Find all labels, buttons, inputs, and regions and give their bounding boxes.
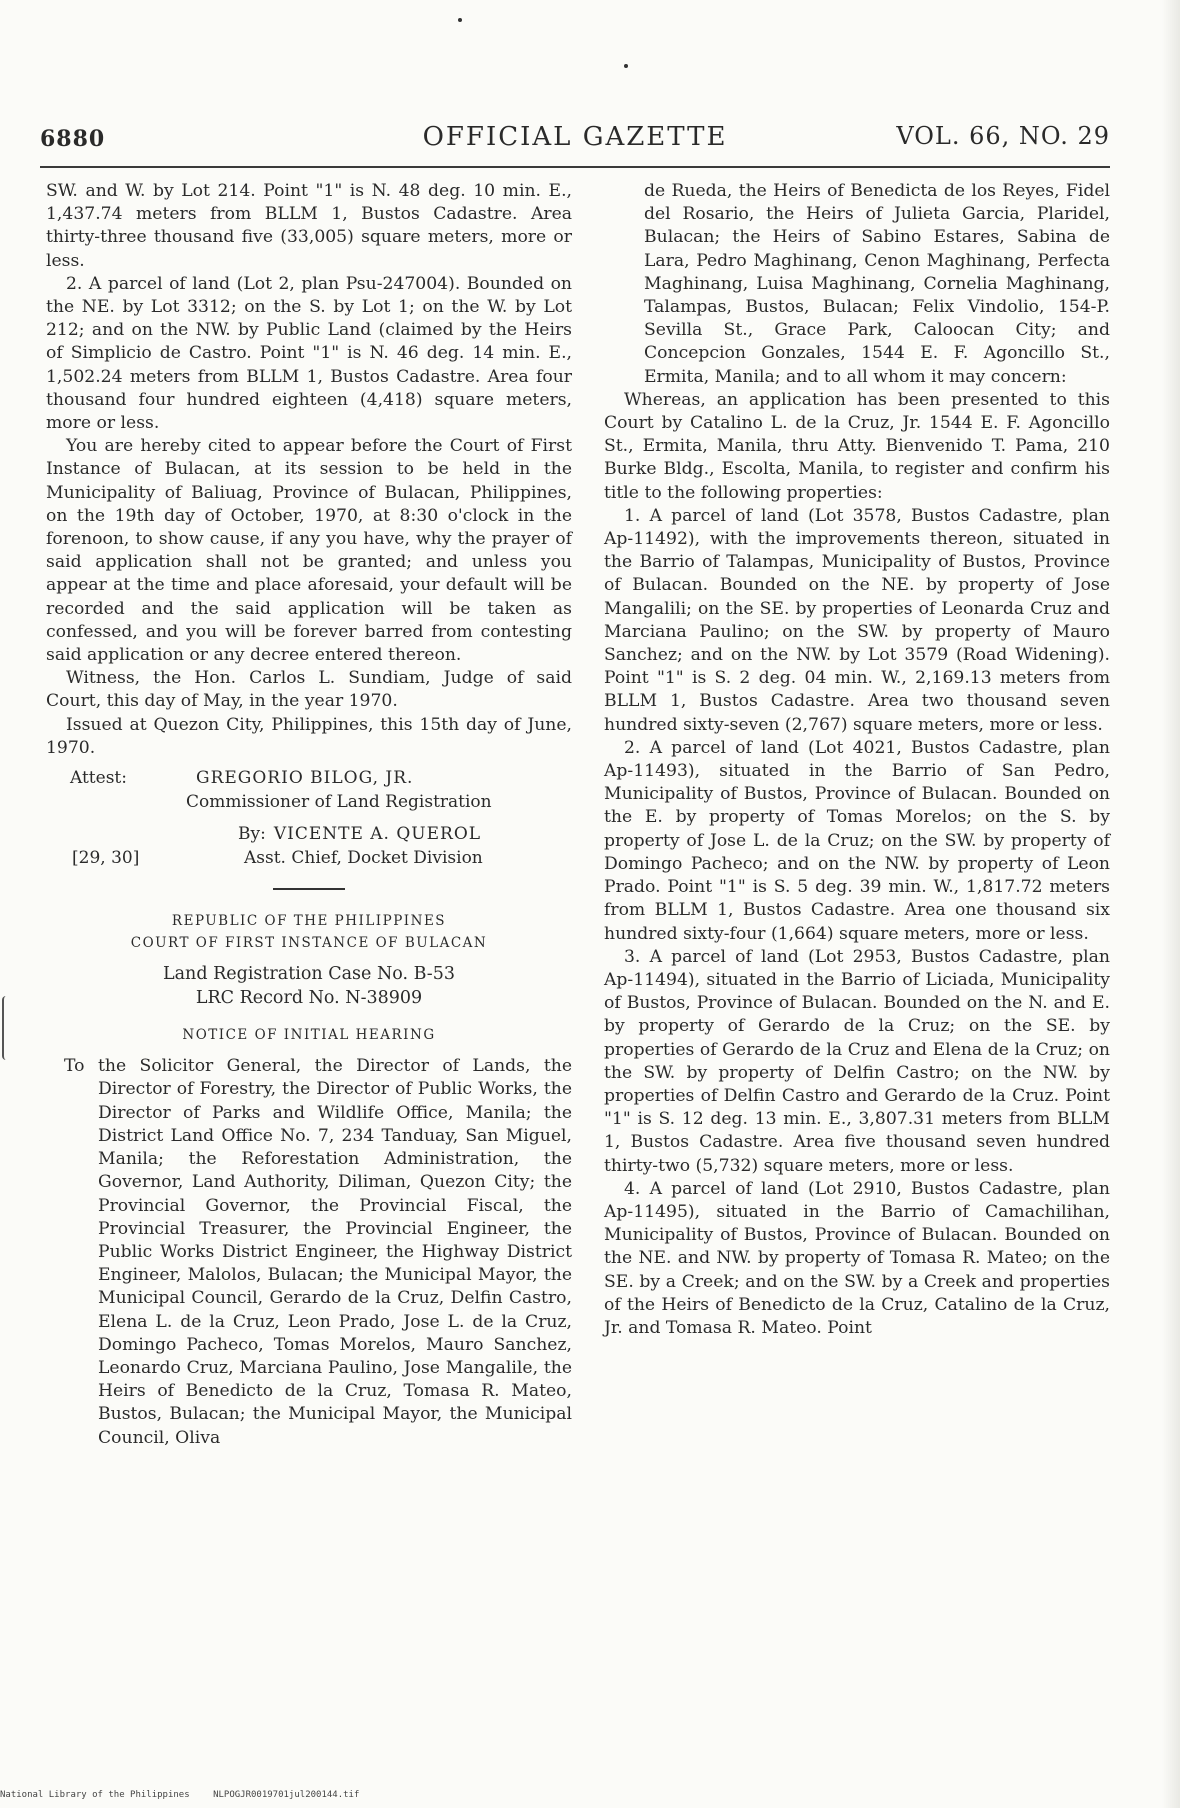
by-label: By: [238, 824, 266, 845]
paragraph: 2. A parcel of land (Lot 4021, Bustos Cadastre, plan Ap-11493), situated in the Barrio of San Pedro, Municipality of Bustos, Province of Bulacan. Bounded on the E. by property of Tomas Morelos; on the S. by property of Jose L. de la Cruz; on the SW. by property of Domingo Pacheco; and on the NW. by property of Leon Prado. Point "1" is S. 5 deg. 39 min. W., 1,817.72 meters from BLLM 1, Bustos Cadastre. Area one thousand six hundred sixty-four (1,664) square meters, more or less. [604, 737, 1110, 944]
scan-speck [624, 64, 628, 68]
library-credit: National Library of the Philippines [0, 1790, 190, 1800]
volume-number: VOL. 66, NO. 29 [896, 122, 1110, 150]
paragraph: 2. A parcel of land (Lot 2, plan Psu-247004). Bounded on the NE. by Lot 3312; on the S. by Lot 1; on the W. by Lot 212; and on the NW. by Public Land (claimed by the Heirs of Simplicio de Castro. Point "1" is N. 46 deg. 14 min. E., 1,502.24 meters from BLLM 1, Bustos Cadastre. Area four thousand four hundred eighteen (4,418) square meters, more or less. [46, 273, 572, 434]
paragraph: Witness, the Hon. Carlos L. Sundiam, Judge of said Court, this day of May, in the year 1970. [46, 668, 572, 712]
scan-footer [0, 1790, 359, 1800]
paragraph: 1. A parcel of land (Lot 3578, Bustos Cadastre, plan Ap-11492), with the improvements thereon, situated in the Barrio of Talampas, Municipality of Bustos, Province of Bulacan. Bounded on the NE. by property of Jose Mangalili; on the SE. by properties of Leonarda Cruz and Marciana Paulino; on the SW. by property of Mauro Sanchez; and on the NW. by Lot 3579 (Road Widening). Point "1" is S. 2 deg. 04 min. W., 2,169.13 meters from BLLM 1, Bustos Cadastre. Area two thousand seven hundred sixty-seven (2,767) square meters, more or less. [604, 505, 1110, 735]
court-heading: COURT OF FIRST INSTANCE OF BULACAN [130, 935, 488, 952]
by-title: Asst. Chief, Docket Division [244, 848, 483, 869]
paragraph: Whereas, an application has been presented to this Court by Catalino L. de la Cruz, Jr. 1544 E. F. Agoncillo St., Ermita, Manila, thru Atty. Bienvenido T. Pama, 210 Burke Bldg., Escolta, Manila, to register and confirm his title to the following properties: [604, 389, 1110, 503]
section-divider [273, 888, 345, 890]
scan-filename: NLPOGJR0019701jul200144.tif [213, 1790, 360, 1800]
attest-title: Commissioner of Land Registration [186, 792, 492, 813]
by-name: VICENTE A. QUEROL [273, 824, 482, 845]
case-number: Land Registration Case No. B-53 [163, 964, 455, 985]
to-label: To [64, 1056, 85, 1077]
signature-block [46, 766, 572, 870]
paragraph: SW. and W. by Lot 214. Point "1" is N. 48 deg. 10 min. E., 1,437.74 meters from BLLM 1, Bustos Cadastre. Area thirty-three thousand five (33,005) square meters, more or less. [46, 181, 572, 271]
scan-speck [458, 18, 462, 22]
addressee-block [46, 1055, 572, 1449]
header-rule [40, 166, 1110, 168]
paragraph: 3. A parcel of land (Lot 2953, Bustos Cadastre, plan Ap-11494), situated in the Barrio of Liciada, Municipality of Bustos, Province of Bulacan. Bounded on the N. and E. by property of Gerardo de la Cruz; on the SE. by properties of Gerardo de la Cruz and Elena de la Cruz; on the SW. by property of Delfin Castro; on the NW. by properties of Delfin Castro and Gerardo de la Cruz. Point "1" is S. 12 deg. 13 min. E., 3,807.31 meters from BLLM 1, Bustos Cadastre. Area five thousand seven hundred thirty-two (5,732) square meters, more or less. [604, 946, 1110, 1176]
paragraph: You are hereby cited to appear before the Court of First Instance of Bulacan, at its session to be held in the Municipality of Baliuag, Province of Bulacan, Philippines, on the 19th day of October, 1970, at 8:30 o'clock in the forenoon, to show cause, if any you have, why the prayer of said application shall not be granted; and unless you appear at the time and place aforesaid, your default will be recorded and the said application will be taken as confessed, and you will be forever barred from contesting said application or any decree entered thereon. [46, 436, 572, 666]
paragraph: 4. A parcel of land (Lot 2910, Bustos Cadastre, plan Ap-11495), situated in the Barrio of Camachilihan, Municipality of Bustos, Province of Bulacan. Bounded on the NE. and NW. by property of Tomasa R. Mateo; on the SE. by a Creek; and on the SW. by a Creek and properties of the Heirs of Benedicto de la Cruz, Catalino de la Cruz, Jr. and Tomasa R. Mateo. Point [604, 1178, 1110, 1338]
attest-name: GREGORIO BILOG, JR. [196, 768, 414, 789]
notice-title: NOTICE OF INITIAL HEARING [182, 1027, 436, 1044]
right-column [604, 180, 1110, 1340]
publication-title: OFFICIAL GAZETTE [422, 122, 728, 152]
republic-heading: REPUBLIC OF THE PHILIPPINES [171, 913, 447, 930]
attest-label: Attest: [70, 768, 127, 789]
binding-mark [2, 996, 14, 1060]
page-header [40, 116, 1110, 156]
paragraph: de Rueda, the Heirs of Benedicta de los Reyes, Fidel del Rosario, the Heirs of Julieta Garcia, Plaridel, Bulacan; the Heirs of Sabino Estares, Sabina de Lara, Pedro Maghinang, Cenon Maghinang, Perfecta Maghinang, Luisa Maghinang, Cornelia Maghinang, Talampas, Bustos, Bulacan; Felix Vindolio, 154-P. Sevilla St., Grace Park, Caloocan City; and Concepcion Gonzales, 1544 E. F. Agoncillo St., Ermita, Manila; and to all whom it may concern: [644, 181, 1110, 387]
scan-edge [1162, 0, 1180, 1808]
addressee-list: the Solicitor General, the Director of Lands, the Director of Forestry, the Director of Public Works, the Director of Parks and Wildlife Office, Manila; the District Land Office No. 7, 234 Tanduay, San Miguel, Manila; the Reforestation Administration, the Governor, Land Authority, Diliman, Quezon City; the Provincial Governor, the Provincial Fiscal, the Provincial Treasurer, the Provincial Engineer, the Public Works District Engineer, the Highway District Engineer, Malolos, Bulacan; the Municipal Mayor, the Municipal Council, Gerardo de la Cruz, Delfin Castro, Elena L. de la Cruz, Leon Prado, Jose L. de la Cruz, Domingo Pacheco, Tomas Morelos, Mauro Sanchez, Leonardo Cruz, Marciana Paulino, Jose Mangalile, the Heirs of Benedicto de la Cruz, Tomasa R. Mateo, Bustos, Bulacan; the Municipal Mayor, the Municipal Council, Oliva [98, 1056, 572, 1448]
left-column [46, 180, 572, 1450]
page-number: 6880 [40, 126, 106, 152]
lrc-record: LRC Record No. N-38909 [195, 988, 423, 1009]
issue-reference: [29, 30] [72, 848, 140, 869]
paragraph: Issued at Quezon City, Philippines, this 15th day of June, 1970. [46, 714, 572, 758]
